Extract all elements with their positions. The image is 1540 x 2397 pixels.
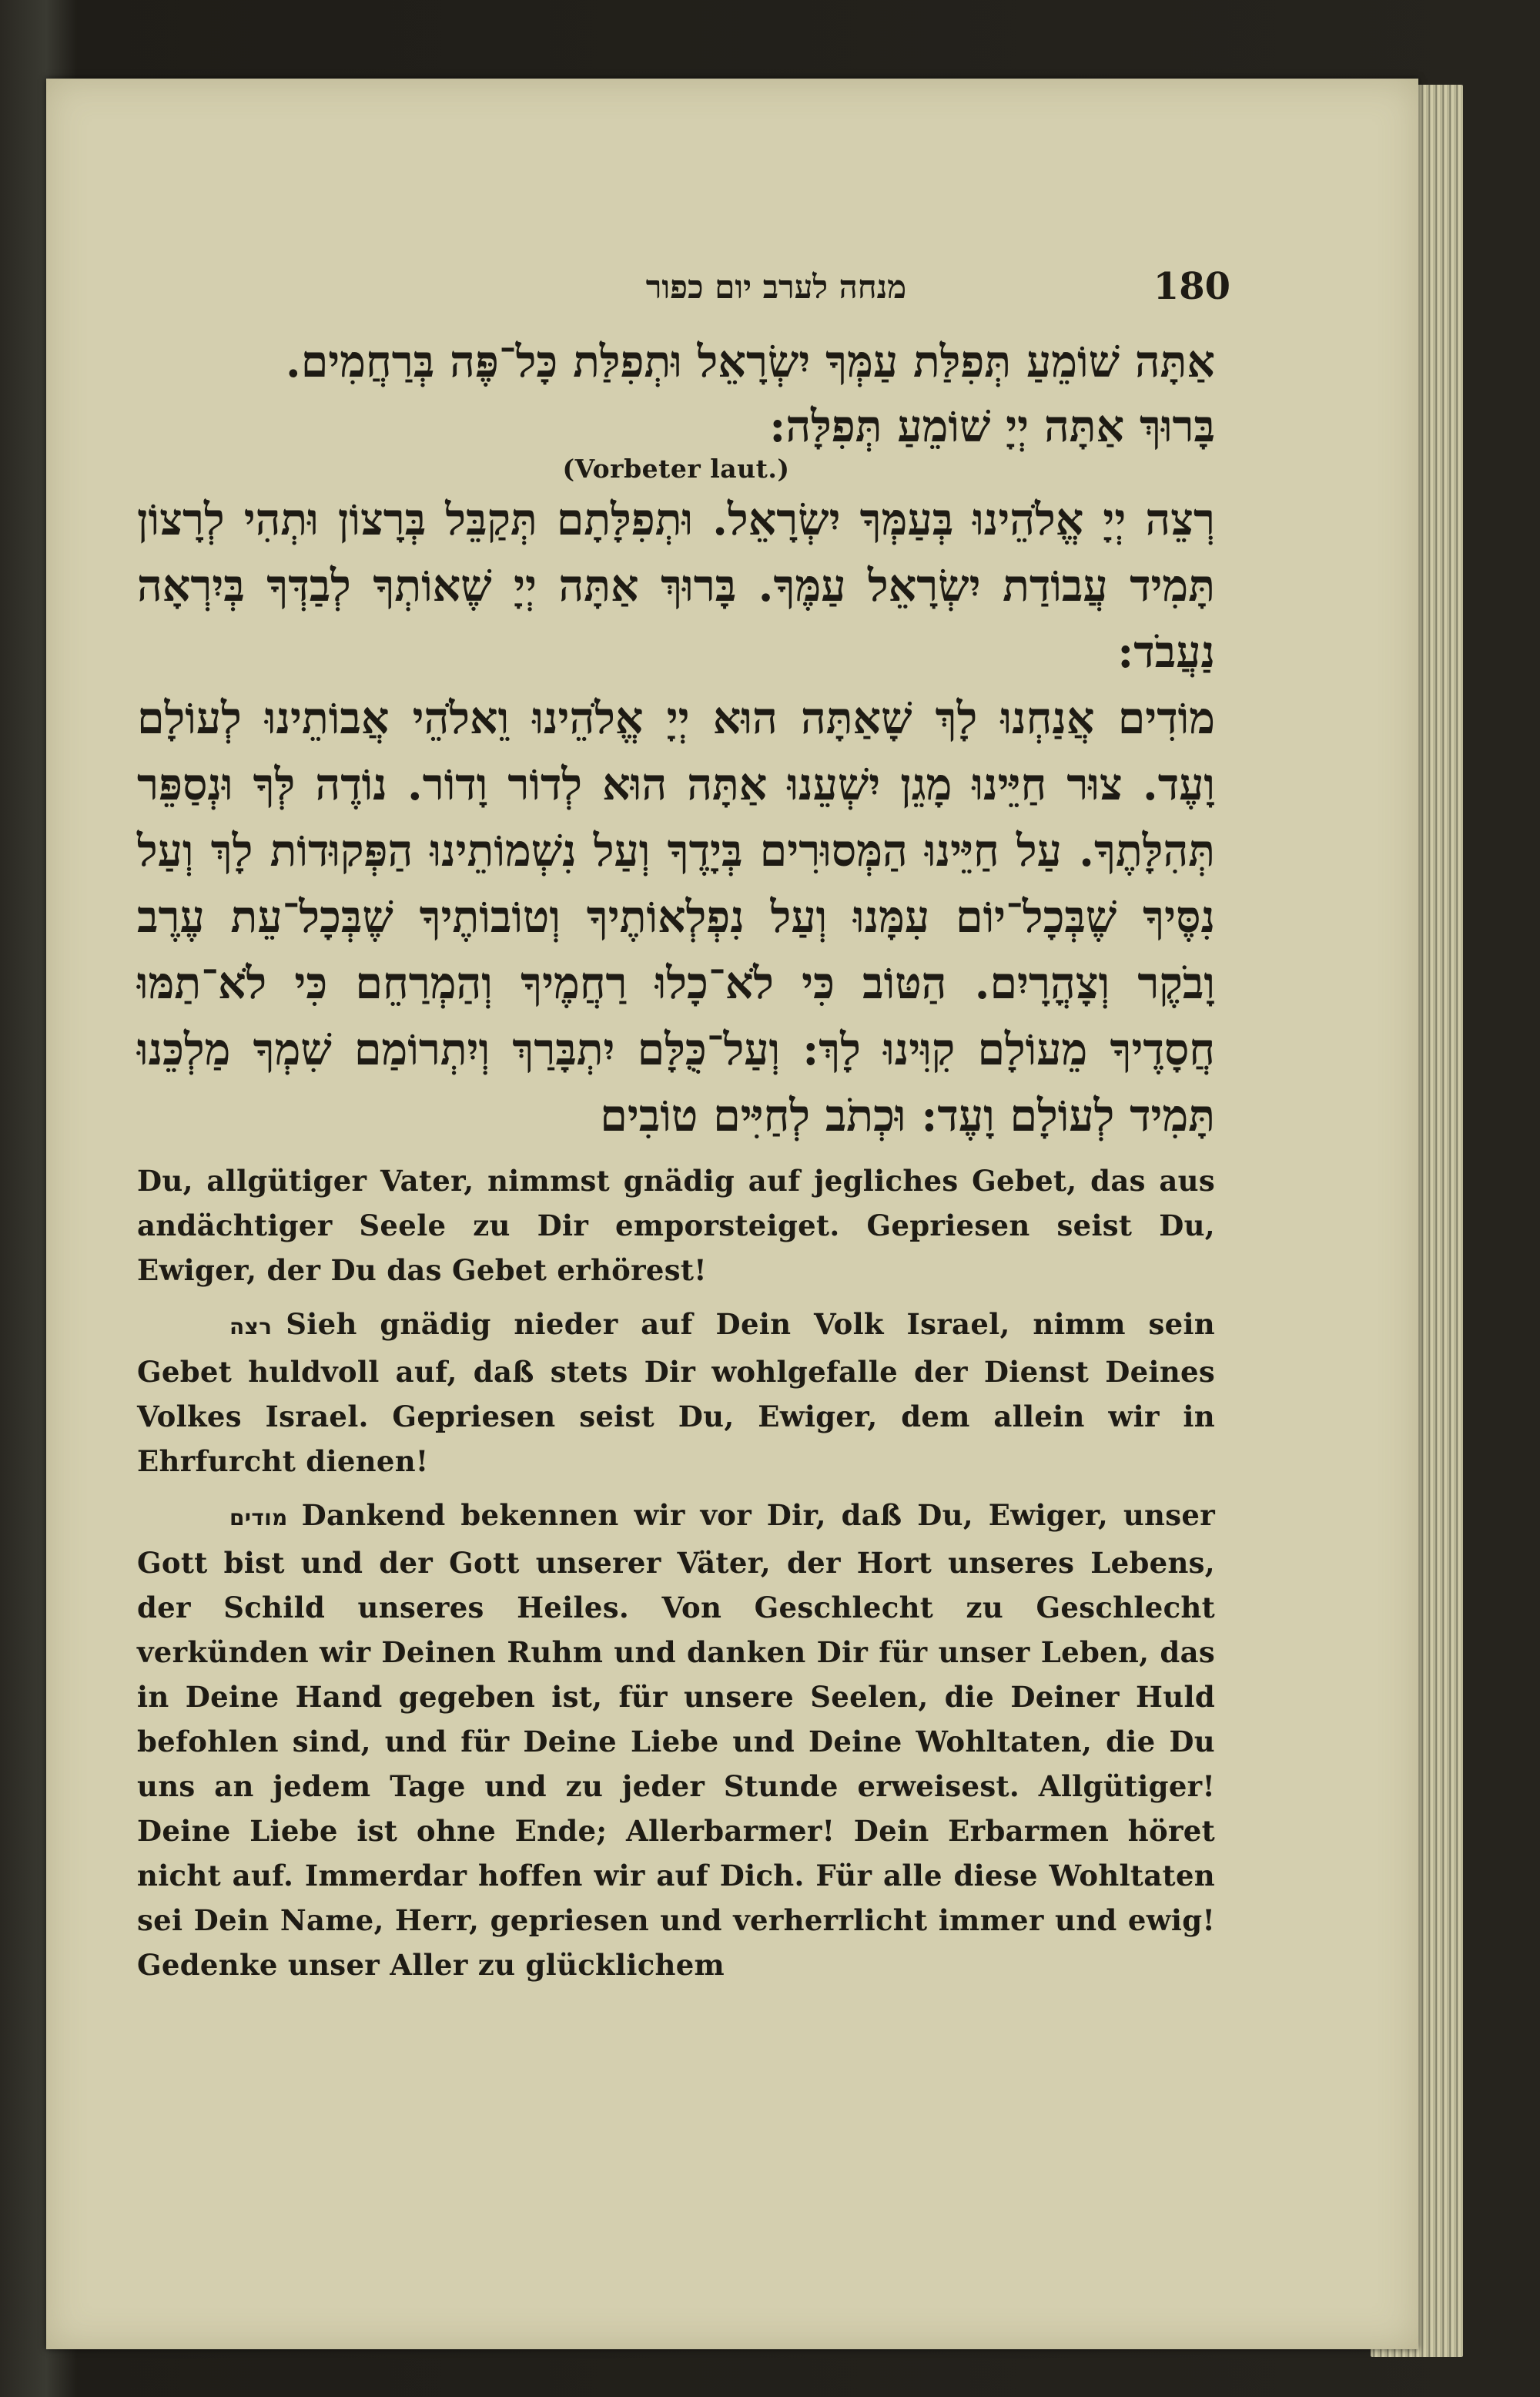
hebrew-paragraph-1 — [137, 330, 1215, 459]
german-paragraph-modim — [137, 1493, 1215, 1987]
divider — [137, 1149, 1215, 1158]
book-page — [46, 79, 1418, 2349]
page-number: 180 — [1153, 265, 1230, 308]
text-block — [137, 260, 1230, 1987]
german-paragraph-modim-text: Dankend bekennen wir vor Dir, daß Du, Ewiger, unser Gott bist und der Gott unserer Väter, der Hort unseres Lebens, der Schild unseres Heiles. Von Geschlecht zu Geschlecht verkünden wir Deinen Ruhm und danken Dir für unser Leben, das in Deine Hand gegeben ist, für unsere Seelen, die Deiner Huld befohlen sind, und für Deine Liebe und Deine Wohltaten, die Du uns an jedem Tage und zu jeder Stunde erweisest. Allgütiger! Deine Liebe ist ohne Ende; Allerbarmer! Dein Erbarmen höret nicht auf. Immerdar hoffen wir auf Dich. Für alle diese Wohltaten sei Dein Name, Herr, gepriesen und verherrlicht immer und ewig! Gedenke unser Aller zu glücklichem — [137, 1498, 1215, 1982]
hebrew-line-2: בָּרוּךְ אַתָּה יְיָ שׁוֹמֵעַ תְּפִלָּה: — [769, 401, 1215, 452]
german-paragraph-1: Du, allgütiger Vater, nimmst gnädig auf jegliches Gebet, das aus andächtiger Seele zu Dir emporsteiget. Gepriesen seist Du, Ewiger, der Du das Gebet erhörest! — [137, 1164, 1215, 1287]
divider — [137, 1483, 1215, 1493]
divider — [137, 1292, 1215, 1302]
hebrew-paragraph-retzeh: רְצֵה יְיָ אֱלֹהֵינוּ בְּעַמְּךָ יִשְׂרָאֵל. וּתְפִלָּתָם תְּקַבֵּל בְּרָצוֹן וּתְהִי לְרָצוֹן תָּמִיד עֲבוֹדַת יִשְׂרָאֵל עַמֶּךָ. בָּרוּךְ אַתָּה יְיָ שֶׁאוֹתְךָ לְבַדְּךָ בְּיִרְאָה נַעֲבֹד: — [137, 494, 1215, 678]
hebrew-cue-modim: מודים — [229, 1505, 288, 1530]
hebrew-cue-retzeh: רצה — [229, 1314, 273, 1339]
hebrew-paragraph-modim: מוֹדִים אֲנַחְנוּ לָךְ שָׁאַתָּה הוּא יְיָ אֱלֹהֵינוּ וֵאלֹהֵי אֲבוֹתֵינוּ לְעוֹלָם וָעֶד. צוּר חַיֵּינוּ מָגֵן יִשְׁעֵנוּ אַתָּה הוּא לְדוֹר וָדוֹר. נוֹדֶה לְּךָ וּנְסַפֵּר תְּהִלָּתֶךָ. עַל חַיֵּינוּ הַמְּסוּרִים בְּיָדֶךָ וְעַל נִשְׁמוֹתֵינוּ הַפְּקוּדוֹת לָךְ וְעַל נִסֶּיךָ שֶׁבְּכָל־יוֹם עִמָּנוּ וְעַל נִפְלְאוֹתֶיךָ וְטוֹבוֹתֶיךָ שֶׁבְּכָל־עֵת עֶרֶב וָבֹקֶר וְצָהֳרָיִם. הַטּוֹב כִּי לֹא־כָלוּ רַחֲמֶיךָ וְהַמְרַחֵם כִּי לֹא־תַמּוּ חֲסָדֶיךָ מֵעוֹלָם קִוִּינוּ לָךְ: וְעַל־כֻּלָּם יִתְבָּרַךְ וְיִתְרוֹמַם שִׁמְךָ מַלְכֵּנוּ תָּמִיד לְעוֹלָם וָעֶד: וּכְתֹב לְחַיִּים טוֹבִים — [137, 692, 1215, 1142]
cantor-note: (Vorbeter laut.) — [562, 454, 790, 484]
page-header — [137, 260, 1230, 330]
german-paragraph-retzeh — [137, 1302, 1215, 1483]
running-title: מנחה לערב יום כפור — [645, 268, 907, 306]
german-paragraph-retzeh-text: Sieh gnädig nieder auf Dein Volk Israel, nimm sein Gebet huldvoll auf, daß stets Dir wohlgefalle der Dienst Deines Volkes Israel. Gepriesen seist Du, Ewiger, dem allein wir in Ehrfurcht dienen! — [137, 1307, 1215, 1478]
hebrew-line-1: אַתָּה שׁוֹמֵעַ תְּפִלַּת עַמְּךָ יִשְׂרָאֵל וּתְפִלַּת כָּל־פֶּה בְּרַחֲמִים. — [285, 336, 1215, 387]
